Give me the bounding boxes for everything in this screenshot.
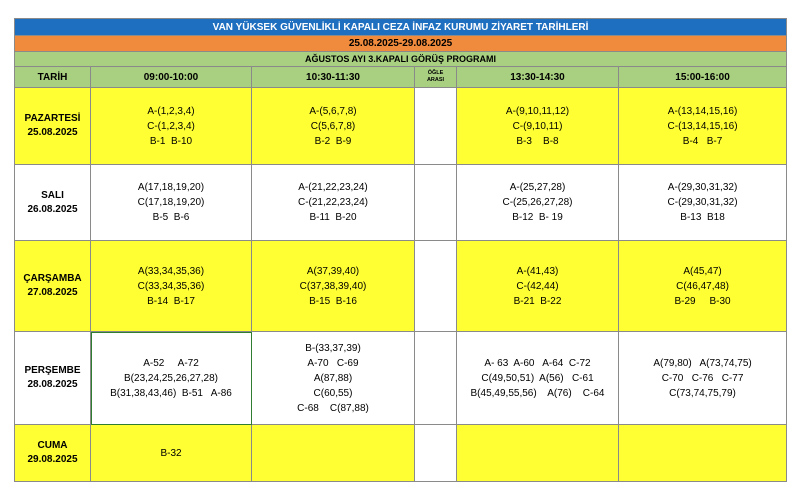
slot-line: A-(1,2,3,4)	[147, 105, 195, 117]
visit-schedule-table	[14, 18, 787, 482]
slot-line: B-1 B-10	[149, 135, 193, 147]
slot-cell-selected[interactable]	[91, 332, 252, 425]
slot-cell[interactable]	[619, 165, 787, 241]
day-cell[interactable]	[15, 88, 91, 165]
slot-cell[interactable]	[252, 241, 415, 332]
slot-cell[interactable]	[619, 88, 787, 165]
day-name: SALI	[41, 189, 64, 201]
slot-line: C(37,38,39,40)	[299, 280, 367, 292]
slot-line: B-32	[160, 447, 182, 459]
slot-line: B-21 B-22	[513, 295, 562, 307]
day-cell[interactable]	[15, 425, 91, 482]
header-slot-2: 10:30-11:30	[252, 67, 415, 88]
table-row	[15, 88, 787, 165]
program-title: AĞUSTOS AYI 3.KAPALI GÖRÜŞ PROGRAMI	[15, 52, 787, 67]
slot-cell[interactable]	[619, 425, 787, 482]
date-range: 25.08.2025-29.08.2025	[15, 36, 787, 52]
slot-cell[interactable]	[91, 241, 252, 332]
header-tarih: TARİH	[15, 67, 91, 88]
slot-line: A-(41,43)	[516, 265, 559, 277]
lunch-cell[interactable]	[415, 88, 457, 165]
slot-line: C(46,47,48)	[676, 280, 729, 292]
slot-cell[interactable]	[91, 165, 252, 241]
lunch-cell[interactable]	[415, 241, 457, 332]
slot-cell[interactable]	[252, 425, 415, 482]
slot-line: B(45,49,55,56) A(76) C-64	[470, 387, 605, 399]
slot-cell[interactable]	[91, 88, 252, 165]
lunch-label-1: ÖĞLE	[427, 70, 444, 76]
lunch-cell[interactable]	[415, 425, 457, 482]
day-date: 26.08.2025	[27, 203, 78, 215]
slot-line: A-52 A-72	[143, 357, 199, 369]
day-name: PAZARTESİ	[24, 113, 81, 124]
slot-line: A-(25,27,28)	[509, 182, 566, 193]
page-title: VAN YÜKSEK GÜVENLİKLİ KAPALI CEZA İNFAZ KURUMU ZİYARET TARİHLERİ	[15, 19, 787, 36]
table-row	[15, 241, 787, 332]
table-row	[15, 165, 787, 241]
slot-line: A(45,47)	[683, 265, 722, 277]
slot-line: C-(9,10,11)	[512, 120, 563, 132]
slot-line: C-(1,2,3,4)	[147, 120, 195, 132]
lunch-cell[interactable]	[415, 332, 457, 425]
slot-line: B-5 B-6	[152, 212, 190, 223]
slot-line: C-(42,44)	[516, 280, 559, 292]
slot-line: A-(13,14,15,16)	[667, 105, 738, 117]
slot-line: C-(13,14,15,16)	[667, 120, 738, 132]
slot-cell[interactable]	[619, 332, 787, 425]
slot-line: C(17,18,19,20)	[137, 197, 205, 208]
slot-line: B-2 B-9	[314, 135, 352, 147]
slot-line: C-70 C-76 C-77	[661, 372, 744, 384]
slot-line: B-13 B18	[680, 212, 725, 223]
slot-cell[interactable]	[457, 332, 619, 425]
slot-line: B-29 B-30	[674, 295, 731, 307]
title-row	[15, 19, 787, 36]
lunch-label-2: ARASI	[426, 77, 445, 83]
slot-line: B-15 B-16	[309, 295, 357, 307]
date-range-row	[15, 36, 787, 52]
slot-line: B(31,38,43,46) B-51 A-86	[110, 387, 232, 399]
slot-line: A(87,88)	[313, 372, 353, 384]
slot-cell[interactable]	[91, 425, 252, 482]
slot-line: B(23,24,25,26,27,28)	[124, 372, 218, 384]
lunch-cell[interactable]	[415, 165, 457, 241]
slot-line: A(79,80) A(73,74,75)	[653, 357, 752, 369]
slot-cell[interactable]	[457, 88, 619, 165]
slot-line: A(37,39,40)	[306, 265, 360, 277]
slot-line: A-(21,22,23,24)	[298, 182, 368, 193]
slot-line: B-4 B-7	[682, 135, 723, 147]
day-date: 29.08.2025	[27, 454, 78, 465]
slot-cell[interactable]	[457, 425, 619, 482]
slot-line: A(17,18,19,20)	[137, 182, 205, 193]
day-name: ÇARŞAMBA	[23, 273, 82, 284]
slot-line: B-14 B-17	[147, 295, 195, 307]
day-name: CUMA	[37, 440, 68, 451]
slot-line: C-(25,26,27,28)	[502, 197, 573, 208]
slot-line: C(73,74,75,79)	[669, 387, 736, 399]
slot-line: A-(29,30,31,32)	[667, 182, 738, 193]
day-date: 27.08.2025	[27, 287, 78, 298]
slot-line: C(33,34,35,36)	[137, 280, 205, 292]
day-cell[interactable]	[15, 241, 91, 332]
slot-line: B-(33,37,39)	[305, 342, 361, 354]
slot-cell[interactable]	[252, 332, 415, 425]
slot-line: A-(5,6,7,8)	[309, 105, 357, 117]
header-lunch-break	[415, 67, 457, 88]
slot-line: C-68 C(87,88)	[297, 402, 369, 414]
header-slot-1: 09:00-10:00	[91, 67, 252, 88]
slot-line: C-(29,30,31,32)	[667, 197, 738, 208]
table-row	[15, 332, 787, 425]
slot-line: A(33,34,35,36)	[137, 265, 205, 277]
slot-cell[interactable]	[619, 241, 787, 332]
slot-line: C-(21,22,23,24)	[297, 197, 369, 208]
slot-cell[interactable]	[252, 88, 415, 165]
schedule-sheet	[14, 18, 786, 482]
header-slot-4: 15:00-16:00	[619, 67, 787, 88]
slot-cell[interactable]	[457, 165, 619, 241]
program-row	[15, 52, 787, 67]
day-cell[interactable]	[15, 165, 91, 241]
slot-line: B-11 B-20	[309, 212, 357, 223]
slot-line: B-12 B- 19	[512, 212, 563, 223]
slot-line: A- 63 A-60 A-64 C-72	[484, 357, 591, 369]
day-name: PERŞEMBE	[24, 365, 81, 376]
slot-line: C(49,50,51) A(56) C-61	[481, 372, 594, 384]
slot-line: B-3 B-8	[516, 135, 559, 147]
slot-cell[interactable]	[457, 241, 619, 332]
day-date: 28.08.2025	[27, 379, 78, 390]
table-row	[15, 425, 787, 482]
day-cell[interactable]	[15, 332, 91, 425]
slot-line: C(5,6,7,8)	[310, 120, 356, 132]
slot-line: A-70 C-69	[307, 357, 359, 369]
header-row	[15, 67, 787, 88]
slot-line: C(60,55)	[313, 387, 353, 399]
slot-cell[interactable]	[252, 165, 415, 241]
day-date: 25.08.2025	[27, 127, 78, 138]
header-slot-3: 13:30-14:30	[457, 67, 619, 88]
slot-line: A-(9,10,11,12)	[505, 105, 570, 117]
